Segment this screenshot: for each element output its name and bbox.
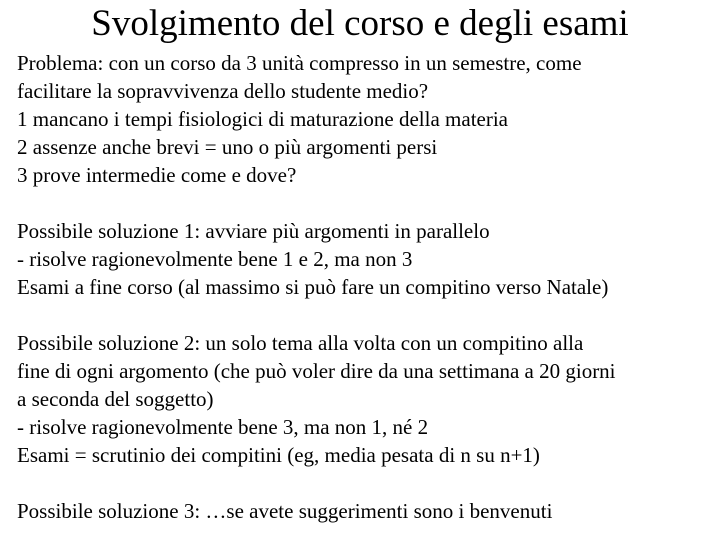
slide-body: [17, 49, 717, 525]
problem-point-2: 2 assenze anche brevi = uno o più argomenti persi: [17, 135, 438, 159]
problem-point-3: 3 prove intermedie come e dove?: [17, 163, 297, 187]
solution-2-heading: Possibile soluzione 2: un solo tema alla volta con un compitino alla: [17, 331, 584, 355]
solution-2-section: [17, 329, 717, 469]
problem-line: Problema: con un corso da 3 unità compresso in un semestre, come: [17, 51, 582, 75]
section-spacer: [17, 189, 717, 217]
solution-2-line: fine di ogni argomento (che può voler dire da una settimana a 20 giorni: [17, 359, 616, 383]
problem-section: [17, 49, 717, 189]
solution-3-section: [17, 497, 717, 525]
solution-1-note: - risolve ragionevolmente bene 1 e 2, ma non 3: [17, 247, 413, 271]
solution-2-note: - risolve ragionevolmente bene 3, ma non 1, né 2: [17, 415, 429, 439]
solution-1-heading: Possibile soluzione 1: avviare più argomenti in parallelo: [17, 219, 490, 243]
solution-1-section: [17, 217, 717, 301]
solution-2-line: a seconda del soggetto): [17, 387, 214, 411]
problem-point-1: 1 mancano i tempi fisiologici di maturazione della materia: [17, 107, 508, 131]
slide-title: Svolgimento del corso e degli esami: [91, 3, 629, 44]
solution-2-exams: Esami = scrutinio dei compitini (eg, media pesata di n su n+1): [17, 443, 540, 467]
solution-1-exams: Esami a fine corso (al massimo si può fare un compitino verso Natale): [17, 275, 609, 299]
problem-line: facilitare la sopravvivenza dello studente medio?: [17, 79, 429, 103]
section-spacer: [17, 469, 717, 497]
section-spacer: [17, 301, 717, 329]
solution-3-heading: Possibile soluzione 3: …se avete suggerimenti sono i benvenuti: [17, 499, 553, 523]
